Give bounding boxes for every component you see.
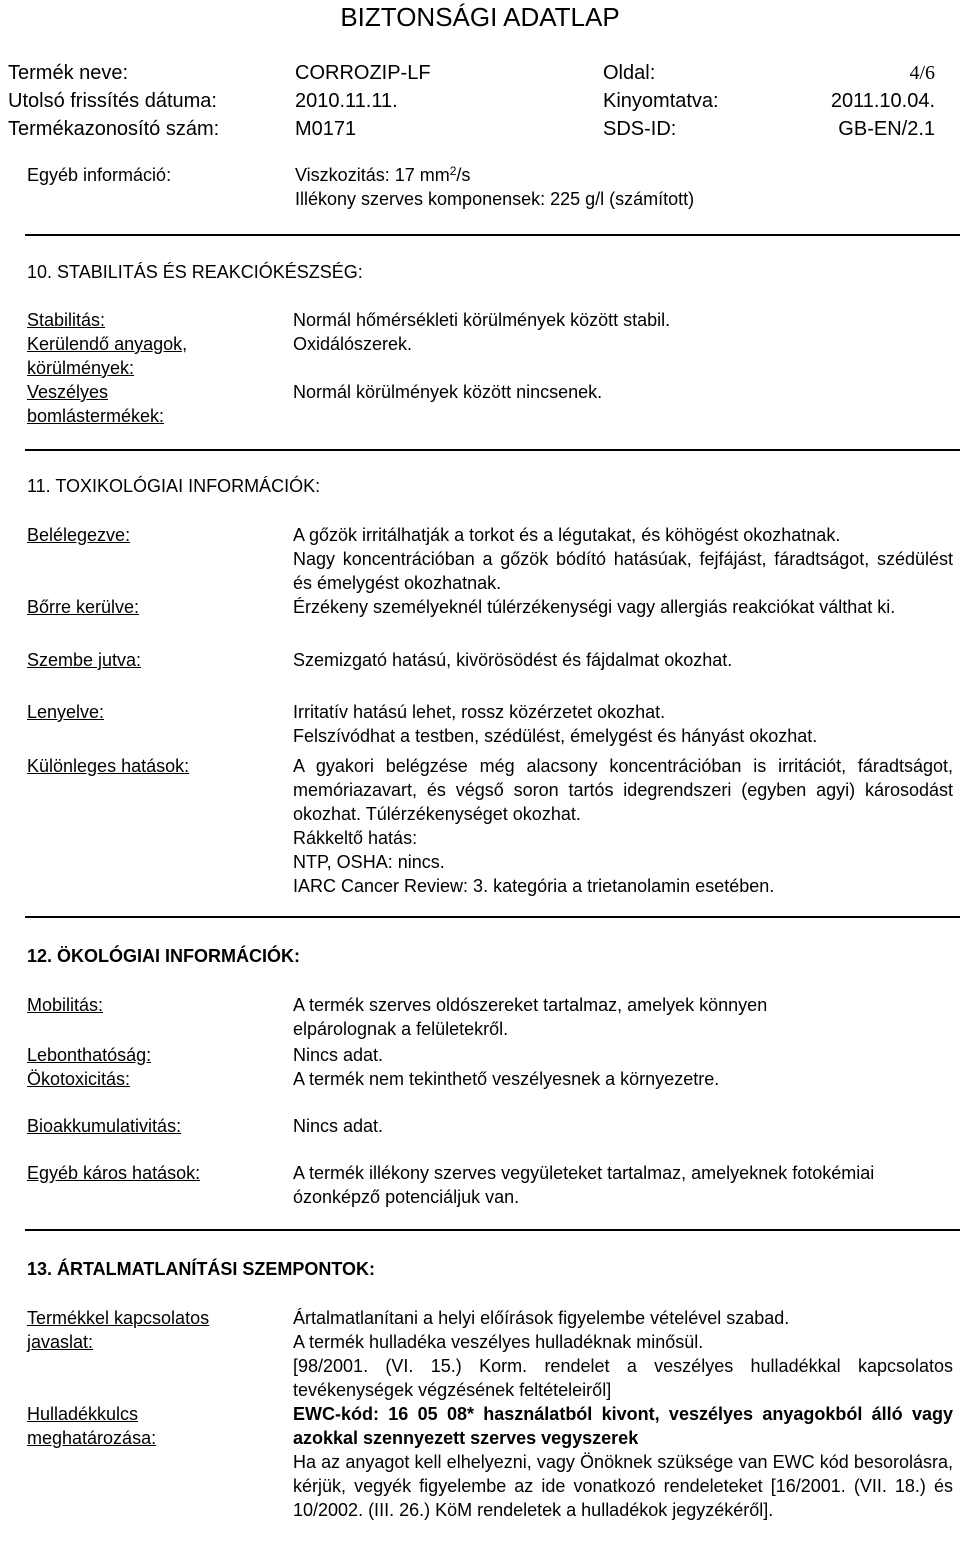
- stability-text: Normál hőmérsékleti körülmények között stabil.: [293, 310, 671, 330]
- bioaccumulation-label: Bioakkumulativitás:: [27, 1116, 182, 1136]
- last-update-value: 2010.11.11.: [295, 90, 398, 112]
- ewc-code-text: EWC-kód: 16 05 08* használatból kivont, veszélyes anyagokból álló vagy azokkal szennyezett szerves vegyszerek: [293, 1404, 953, 1448]
- section-10-title: 10. STABILITÁS ÉS REAKCIÓKÉSZSÉG:: [27, 262, 363, 282]
- voc-text: Illékony szerves komponensek: 225 g/l (számított): [295, 189, 695, 209]
- product-id-value: M0171: [295, 118, 357, 140]
- carcinogenicity-ntp: NTP, OSHA: nincs.: [293, 852, 445, 872]
- section-11-title: 11. TOXIKOLÓGIAI INFORMÁCIÓK:: [27, 476, 321, 496]
- carcinogenicity-iarc: IARC Cancer Review: 3. kategória a trietanolamin esetében.: [293, 876, 775, 896]
- waste-code-label: Hulladékkulcs meghatározása:: [27, 1404, 157, 1448]
- stability-label: Stabilitás:: [27, 310, 106, 330]
- special-effects-text: A gyakori belégzése még alacsony koncentrációban is irritációt, fáradtságot, memóriazavart, és végső soron tartós idegrendszeri (egyben agyi) károsodást okozhat. Túlérzékenységet okozhat.: [293, 756, 953, 824]
- product-disposal-text-2: A termék hulladéka veszélyes hulladéknak minősül.: [293, 1332, 704, 1352]
- product-name-value: CORROZIP-LF: [295, 62, 431, 84]
- product-id-label: Termékazonosító szám:: [8, 118, 220, 140]
- ecotoxicity-text: A termék nem tekinthető veszélyesnek a környezetre.: [293, 1069, 720, 1089]
- inhalation-text-1: A gőzök irritálhatják a torkot és a légutakat, és köhögést okozhatnak.: [293, 525, 841, 545]
- section-divider: [25, 234, 960, 236]
- inhalation-text-2: Nagy koncentrációban a gőzök bódító hatásúak, fejfájást, fáradtságot, szédülést és émelygést okozhatnak.: [293, 549, 953, 593]
- ingestion-text-1: Irritatív hatású lehet, rossz közérzetet okozhat.: [293, 702, 666, 722]
- section-divider: [25, 449, 960, 451]
- section-12-title: 12. ÖKOLÓGIAI INFORMÁCIÓK:: [27, 946, 301, 966]
- hazardous-decomposition-text: Normál körülmények között nincsenek.: [293, 382, 603, 402]
- degradability-text: Nincs adat.: [293, 1045, 384, 1065]
- print-date-value: 2011.10.04.: [830, 90, 935, 112]
- materials-to-avoid-label: Kerülendő anyagok, körülmények:: [27, 334, 188, 378]
- product-disposal-text-3: [98/2001. (VI. 15.) Korm. rendelet a veszélyes hulladékkal kapcsolatos tevékenységek végzésének feltételeiről]: [293, 1356, 953, 1400]
- other-info-label: Egyéb információ:: [27, 165, 172, 185]
- page-label: Oldal:: [603, 62, 656, 84]
- hazardous-decomposition-label: Veszélyes bomlástermékek:: [27, 382, 165, 426]
- ewc-classification-text: Ha az anyagot kell elhelyezni, vagy Önöknek szüksége van EWC kód besorolásra, kérjük, vegyék figyelembe az ide vonatkozó rendeleteket [16/2001. (VII. 18.) és 10/2002. (III. 26.) KöM rendeletek a hulladékok jegyzékéről].: [293, 1452, 953, 1520]
- ecotoxicity-label: Ökotoxicitás:: [27, 1069, 131, 1089]
- product-name-label: Termék neve:: [8, 62, 129, 84]
- ingestion-label: Lenyelve:: [27, 702, 105, 722]
- mobility-label: Mobilitás:: [27, 995, 104, 1015]
- eye-contact-label: Szembe jutva:: [27, 650, 142, 670]
- print-date-label: Kinyomtatva:: [603, 90, 719, 112]
- document-title: BIZTONSÁGI ADATLAP: [340, 2, 620, 32]
- section-divider: [25, 916, 960, 918]
- product-disposal-label: Termékkel kapcsolatos javaslat:: [27, 1308, 210, 1352]
- inhalation-label: Belélegezve:: [27, 525, 131, 545]
- bioaccumulation-text: Nincs adat.: [293, 1116, 384, 1136]
- sds-id-label: SDS-ID:: [603, 118, 677, 140]
- section-divider: [25, 1229, 960, 1231]
- sds-id-value: GB-EN/2.1: [838, 118, 935, 140]
- other-adverse-effects-text: A termék illékony szerves vegyületeket tartalmaz, amelyeknek fotokémiai ózonképző potenciáljuk van.: [293, 1163, 875, 1207]
- viscosity-superscript: 2: [449, 164, 457, 178]
- skin-contact-text: Érzékeny személyeknél túlérzékenységi vagy allergiás reakciókat válthat ki.: [293, 597, 896, 617]
- section-13-title: 13. ÁRTALMATLANÍTÁSI SZEMPONTOK:: [27, 1259, 375, 1279]
- materials-to-avoid-text: Oxidálószerek.: [293, 334, 413, 354]
- eye-contact-text: Szemizgató hatású, kivörösödést és fájdalmat okozhat.: [293, 650, 733, 670]
- mobility-text: A termék szerves oldószereket tartalmaz, amelyek könnyen elpárolognak a felületekről.: [293, 995, 768, 1039]
- viscosity-text: Viszkozitás: 17 $mm^2/s$: [295, 164, 471, 185]
- other-adverse-effects-label: Egyéb káros hatások:: [27, 1163, 201, 1183]
- product-disposal-text-1: Ártalmatlanítani a helyi előírások figyelembe vételével szabad.: [293, 1308, 790, 1328]
- special-effects-label: Különleges hatások:: [27, 756, 190, 776]
- skin-contact-label: Bőrre kerülve:: [27, 597, 140, 617]
- last-update-label: Utolsó frissítés dátuma:: [8, 90, 217, 112]
- degradability-label: Lebonthatóság:: [27, 1045, 152, 1065]
- ingestion-text-2: Felszívódhat a testben, szédülést, émelygést és hányást okozhat.: [293, 726, 818, 746]
- carcinogenicity-heading: Rákkeltő hatás:: [293, 828, 418, 848]
- page-number: 4/6: [909, 62, 935, 84]
